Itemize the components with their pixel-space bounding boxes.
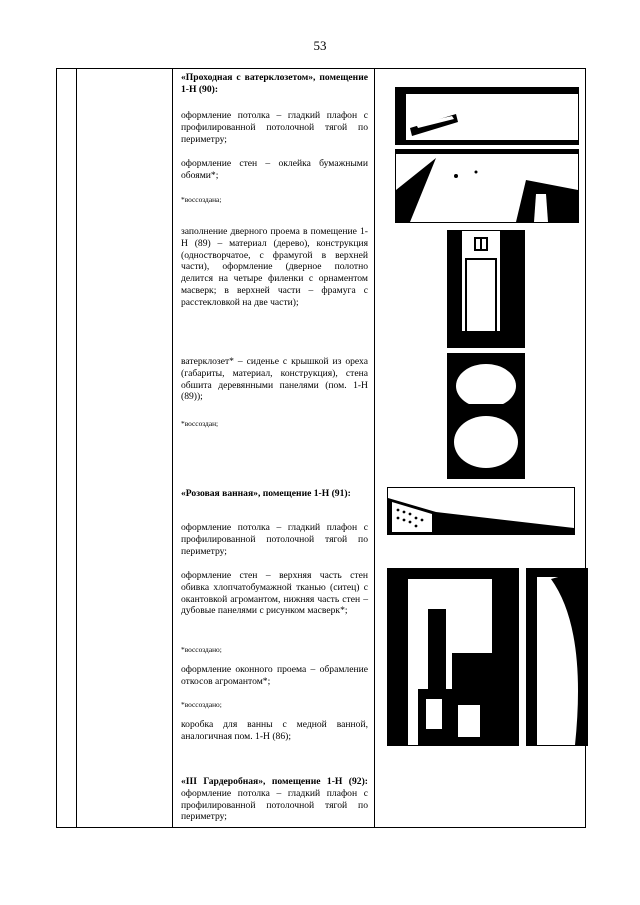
section-3: «III Гардеробная», помещение 1-Н (92): оформление потолка – гладкий плафон с профилированной потолочной тягой по периметру; (181, 776, 368, 823)
section-1-note-1: *воссоздана; (181, 195, 222, 204)
section-2-ceiling: оформление потолка – гладкий плафон с профилированной потолочной тягой по периметру; (181, 522, 368, 557)
section-1-ceiling: оформление потолка – гладкий плафон с профилированной потолочной тягой по периметру; (181, 110, 368, 145)
table-border-bottom (56, 827, 586, 828)
photo-ceiling-90 (395, 87, 579, 145)
section-2-bath: коробка для ванны с медной ванной, аналогичная пом. 1-Н (86); (181, 719, 368, 742)
section-2-title: «Розовая ванная», помещение 1-Н (91): (181, 488, 351, 499)
section-2-walls: оформление стен – верхняя часть стен обивка хлопчатобумажной тканью (ситец) с окантовкой агромантом, нижняя часть стен – дубовые панелями с рисунком масверк*; (181, 570, 368, 617)
table-column-divider-3 (374, 68, 375, 828)
section-2-window: оформление оконного проема – обрамление откосов агромантом*; (181, 664, 368, 687)
table-column-divider-1 (76, 68, 77, 828)
photo-wc-seat-bottom (447, 411, 525, 479)
photo-wc-seat-top (447, 353, 525, 411)
photo-bathroom-91 (387, 568, 519, 746)
photo-walls-90 (395, 149, 579, 223)
section-1-title: «Проходная с ватерклозетом», помещение 1-Н (90): (181, 72, 368, 95)
table-column-divider-2 (172, 68, 173, 828)
photo-bathroom-panel-91 (526, 568, 588, 746)
table-border-top (56, 68, 586, 69)
section-2-note-2: *воссоздано; (181, 700, 222, 709)
section-1-walls: оформление стен – оклейка бумажными обоями*; (181, 158, 368, 181)
table-border-left (56, 68, 57, 828)
photo-ceiling-91 (387, 487, 575, 535)
page-number: 53 (313, 38, 327, 53)
section-1-wc: ватерклозет* – сиденье с крышкой из ореха (габариты, материал, конструкция), стена обшита деревянными панелями (пом. 1-Н (89)); (181, 356, 368, 403)
section-1-note-2: *воссоздан; (181, 419, 219, 428)
section-1-door: заполнение дверного проема в помещение 1-Н (89) – материал (дерево), конструкция (одностворчатое, с фрамугой в верхней части), оформление (дверное полотно делится на четыре филенки с орнаментом масверк; в верхней части – фрамуга с расстекловкой на две части); (181, 226, 368, 308)
photo-door-89 (447, 230, 525, 348)
section-2-note-1: *воссоздано; (181, 645, 222, 654)
